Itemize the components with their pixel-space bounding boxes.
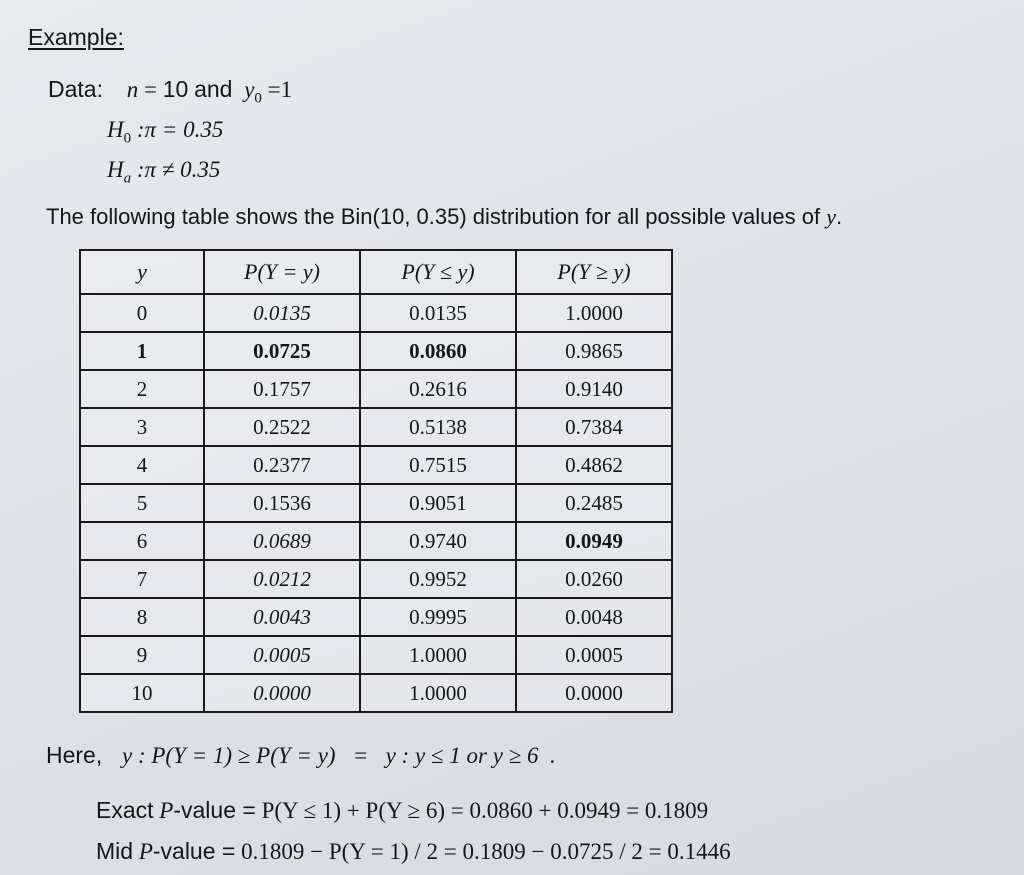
cell-cdf: 0.9740 bbox=[360, 522, 516, 560]
intro-period: . bbox=[835, 204, 843, 229]
exact-p-symbol: P bbox=[159, 798, 174, 823]
cell-survival: 0.9140 bbox=[516, 370, 672, 408]
ha-symbol: H bbox=[107, 157, 124, 182]
cell-y: 7 bbox=[80, 560, 204, 598]
y0-value: 1 bbox=[280, 77, 293, 102]
cell-y: 10 bbox=[80, 674, 204, 712]
cell-survival: 0.0048 bbox=[516, 598, 672, 636]
exact-label: Exact bbox=[96, 797, 154, 823]
cell-pmf: 0.0005 bbox=[204, 636, 360, 674]
alternative-hypothesis bbox=[107, 157, 220, 188]
cell-cdf: 0.9952 bbox=[360, 560, 516, 598]
y0-subscript: 0 bbox=[254, 90, 262, 107]
cell-cdf: 0.0860 bbox=[360, 332, 516, 370]
header-survival: P(Y ≥ y) bbox=[516, 250, 672, 294]
null-hypothesis bbox=[107, 117, 223, 148]
intro-variable: y bbox=[826, 204, 836, 229]
mid-calculation: 0.1809 − P(Y = 1) / 2 = 0.1809 − 0.0725 / 2 = 0.1446 bbox=[241, 839, 731, 864]
cell-cdf: 0.7515 bbox=[360, 446, 516, 484]
data-line bbox=[48, 76, 292, 108]
cell-y: 4 bbox=[80, 446, 204, 484]
cell-pmf: 0.2522 bbox=[204, 408, 360, 446]
table-row bbox=[80, 294, 672, 332]
ha-statement: :π ≠ 0.35 bbox=[136, 157, 221, 182]
cell-pmf: 0.0135 bbox=[204, 294, 360, 332]
y0-variable: y bbox=[244, 77, 255, 102]
ha-subscript: a bbox=[123, 170, 132, 187]
table-row bbox=[80, 598, 672, 636]
cell-survival: 0.2485 bbox=[516, 484, 672, 522]
cell-y: 3 bbox=[80, 408, 204, 446]
n-value: 10 bbox=[162, 76, 189, 102]
cell-y: 8 bbox=[80, 598, 204, 636]
h0-symbol: H bbox=[107, 117, 124, 142]
mid-label: Mid bbox=[96, 838, 134, 864]
cell-pmf: 0.0689 bbox=[204, 522, 360, 560]
cell-cdf: 0.9995 bbox=[360, 598, 516, 636]
cell-survival: 0.0260 bbox=[516, 560, 672, 598]
cell-cdf: 0.9051 bbox=[360, 484, 516, 522]
table-row bbox=[80, 332, 672, 370]
exact-p-value-line bbox=[96, 797, 708, 824]
table-row bbox=[80, 446, 672, 484]
intro-sentence bbox=[46, 204, 842, 230]
n-variable: n bbox=[126, 77, 139, 102]
cell-survival: 0.0949 bbox=[516, 522, 672, 560]
cell-survival: 0.7384 bbox=[516, 408, 672, 446]
cell-pmf: 0.1536 bbox=[204, 484, 360, 522]
table-row bbox=[80, 370, 672, 408]
table-row bbox=[80, 636, 672, 674]
and-word: and bbox=[194, 76, 233, 102]
cell-y: 6 bbox=[80, 522, 204, 560]
here-line bbox=[46, 742, 556, 769]
header-y: y bbox=[80, 250, 204, 294]
cell-survival: 0.4862 bbox=[516, 446, 672, 484]
here-set-definition: y : P(Y = 1) ≥ P(Y = y) = y : y ≤ 1 or y ≥ 6 . bbox=[122, 743, 556, 768]
data-label: Data: bbox=[48, 76, 103, 102]
cell-cdf: 1.0000 bbox=[360, 674, 516, 712]
mid-suffix: -value = bbox=[152, 838, 236, 864]
mid-p-value-line bbox=[96, 838, 731, 865]
cell-cdf: 1.0000 bbox=[360, 636, 516, 674]
intro-text: The following table shows the Bin(10, 0.35) distribution for all possible values of bbox=[46, 204, 821, 229]
cell-y: 5 bbox=[80, 484, 204, 522]
table-row bbox=[80, 522, 672, 560]
cell-survival: 1.0000 bbox=[516, 294, 672, 332]
cell-pmf: 0.0000 bbox=[204, 674, 360, 712]
cell-y: 9 bbox=[80, 636, 204, 674]
binomial-distribution-table bbox=[79, 249, 673, 713]
exact-suffix: -value = bbox=[173, 797, 256, 823]
n-equals: = bbox=[143, 77, 157, 102]
cell-pmf: 0.0043 bbox=[204, 598, 360, 636]
cell-survival: 0.9865 bbox=[516, 332, 672, 370]
cell-y: 0 bbox=[80, 294, 204, 332]
exact-calculation: P(Y ≤ 1) + P(Y ≥ 6) = 0.0860 + 0.0949 = 0.1809 bbox=[261, 798, 709, 823]
cell-y: 1 bbox=[80, 332, 204, 370]
header-cdf: P(Y ≤ y) bbox=[360, 250, 516, 294]
cell-y: 2 bbox=[80, 370, 204, 408]
cell-pmf: 0.2377 bbox=[204, 446, 360, 484]
mid-p-symbol: P bbox=[138, 839, 153, 864]
header-pmf: P(Y = y) bbox=[204, 250, 360, 294]
table-row bbox=[80, 408, 672, 446]
cell-survival: 0.0005 bbox=[516, 636, 672, 674]
cell-cdf: 0.5138 bbox=[360, 408, 516, 446]
cell-pmf: 0.0725 bbox=[204, 332, 360, 370]
table-header-row bbox=[80, 250, 672, 294]
cell-cdf: 0.0135 bbox=[360, 294, 516, 332]
h0-statement: :π = 0.35 bbox=[136, 117, 224, 142]
cell-cdf: 0.2616 bbox=[360, 370, 516, 408]
cell-survival: 0.0000 bbox=[516, 674, 672, 712]
table-row bbox=[80, 484, 672, 522]
y0-equals: = bbox=[267, 77, 281, 102]
h0-subscript: 0 bbox=[123, 130, 132, 147]
cell-pmf: 0.1757 bbox=[204, 370, 360, 408]
here-label: Here, bbox=[46, 742, 103, 768]
cell-pmf: 0.0212 bbox=[204, 560, 360, 598]
table-row bbox=[80, 674, 672, 712]
table-row bbox=[80, 560, 672, 598]
example-heading: Example: bbox=[28, 24, 124, 50]
